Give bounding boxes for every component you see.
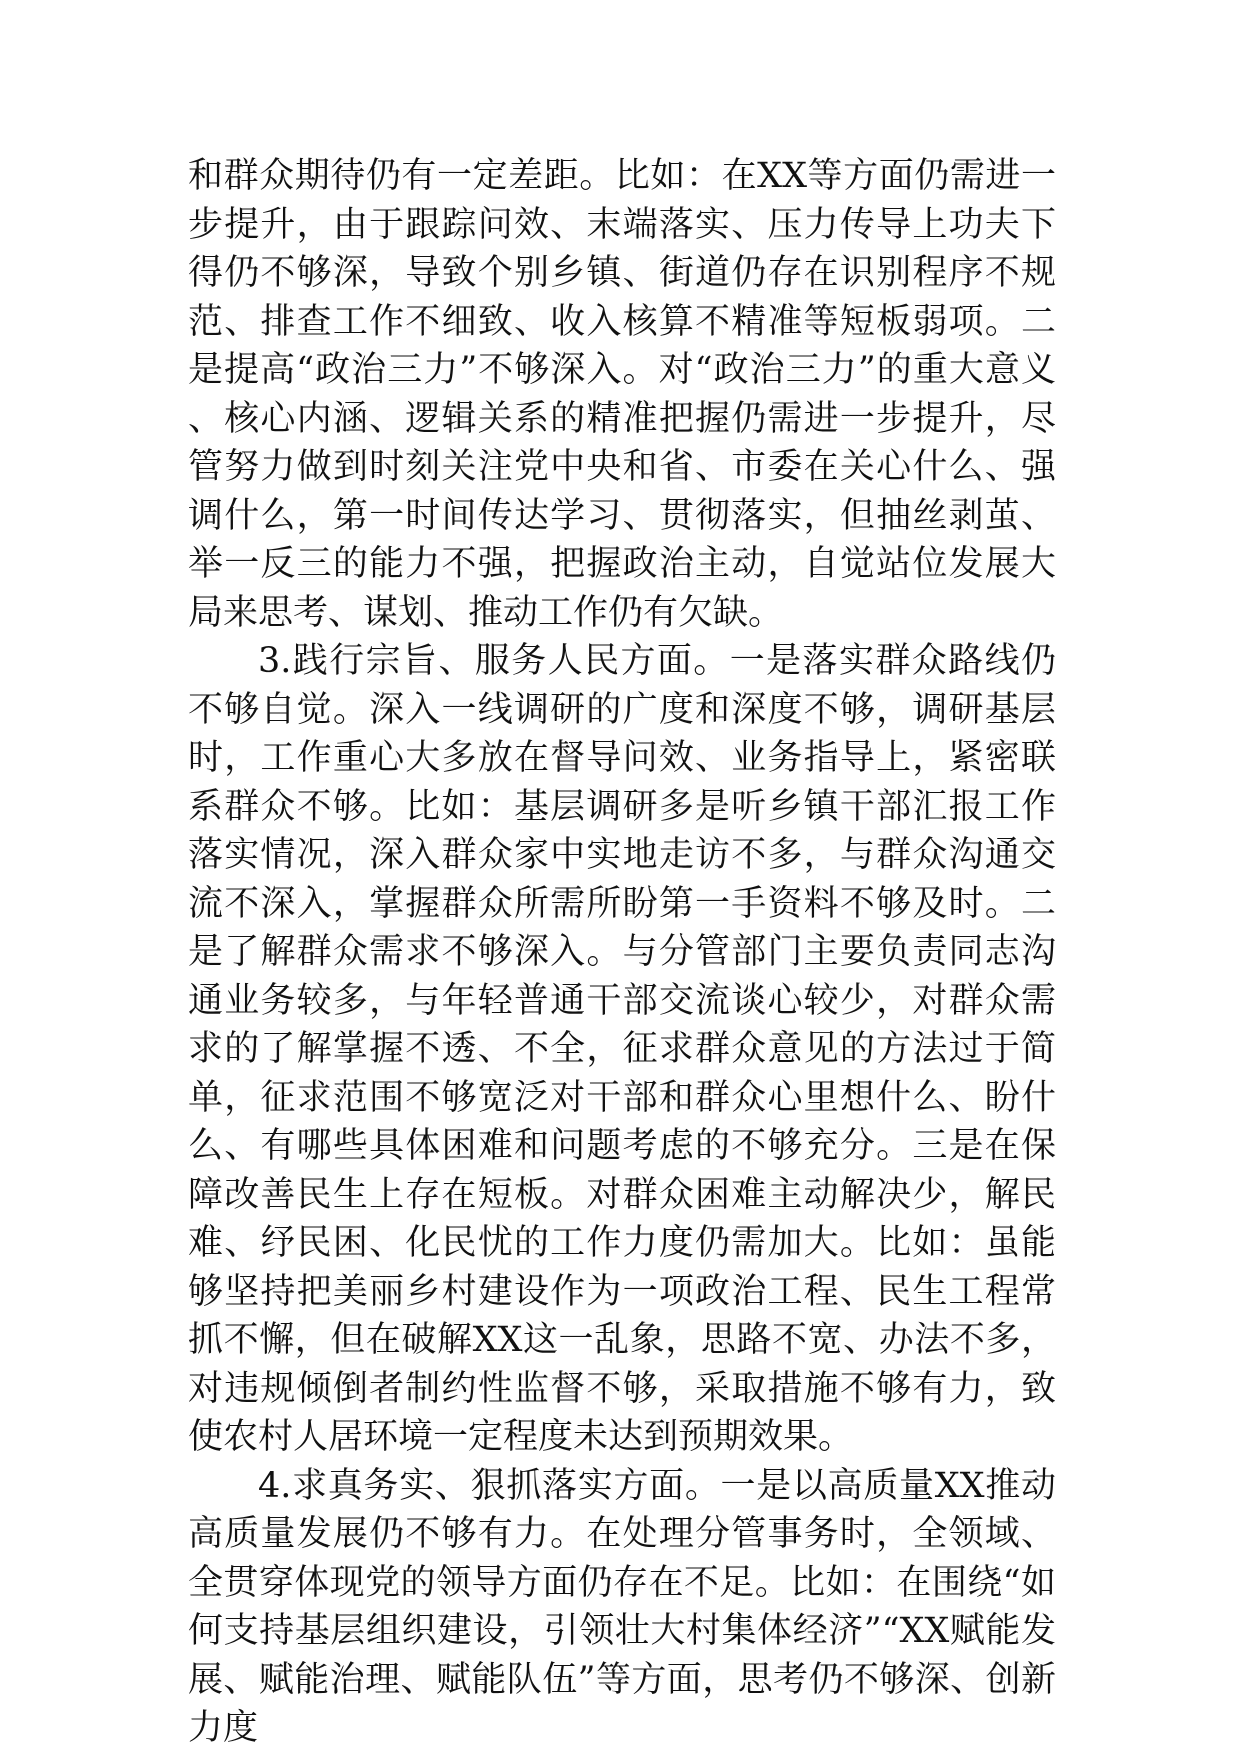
body-paragraph-3: 4.求真务实、狠抓落实方面。一是以高质量XX推动高质量发展仍不够有力。在处理分管事务时，全领域、全贯穿体现党的领导方面仍存在不足。比如：在围绕“如何支持基层组织建设，引领壮大村集体经济”“XX赋能发展、赋能治理、赋能队伍”等方面，思考仍不够深、创新力度 [188,1465,1056,1748]
document-body [188,152,1056,1753]
body-paragraph-2: 3.践行宗旨、服务人民方面。一是落实群众路线仍不够自觉。深入一线调研的广度和深度不够，调研基层时，工作重心大多放在督导问效、业务指导上，紧密联系群众不够。比如：基层调研多是听乡镇干部汇报工作落实情况，深入群众家中实地走访不多，与群众沟通交流不深入，掌握群众所需所盼第一手资料不够及时。二是了解群众需求不够深入。与分管部门主要负责同志沟通业务较多，与年轻普通干部交流谈心较少，对群众需求的了解掌握不透、不全，征求群众意见的方法过于简单，征求范围不够宽泛对干部和群众心里想什么、盼什么、有哪些具体困难和问题考虑的不够充分。三是在保障改善民生上存在短板。对群众困难主动解决少，解民难、纾民困、化民忧的工作力度仍需加大。比如：虽能够坚持把美丽乡村建设作为一项政治工程、民生工程常抓不懈，但在破解XX这一乱象，思路不宽、办法不多，对违规倾倒者制约性监督不够，采取措施不够有力，致使农村人居环境一定程度未达到预期效果。 [188,641,1056,1457]
body-paragraph-1: 和群众期待仍有一定差距。比如：在XX等方面仍需进一步提升，由于跟踪问效、末端落实、压力传导上功夫下得仍不够深，导致个别乡镇、街道仍存在识别程序不规范、排查工作不细致、收入核算不精准等短板弱项。二是提高“政治三力”不够深入。对“政治三力”的重大意义、核心内涵、逻辑关系的精准把握仍需进一步提升，尽管努力做到时刻关注党中央和省、市委在关心什么、强调什么，第一时间传达学习、贯彻落实，但抽丝剥茧、举一反三的能力不强，把握政治主动，自觉站位发展大局来思考、谋划、推动工作仍有欠缺。 [188,156,1056,633]
